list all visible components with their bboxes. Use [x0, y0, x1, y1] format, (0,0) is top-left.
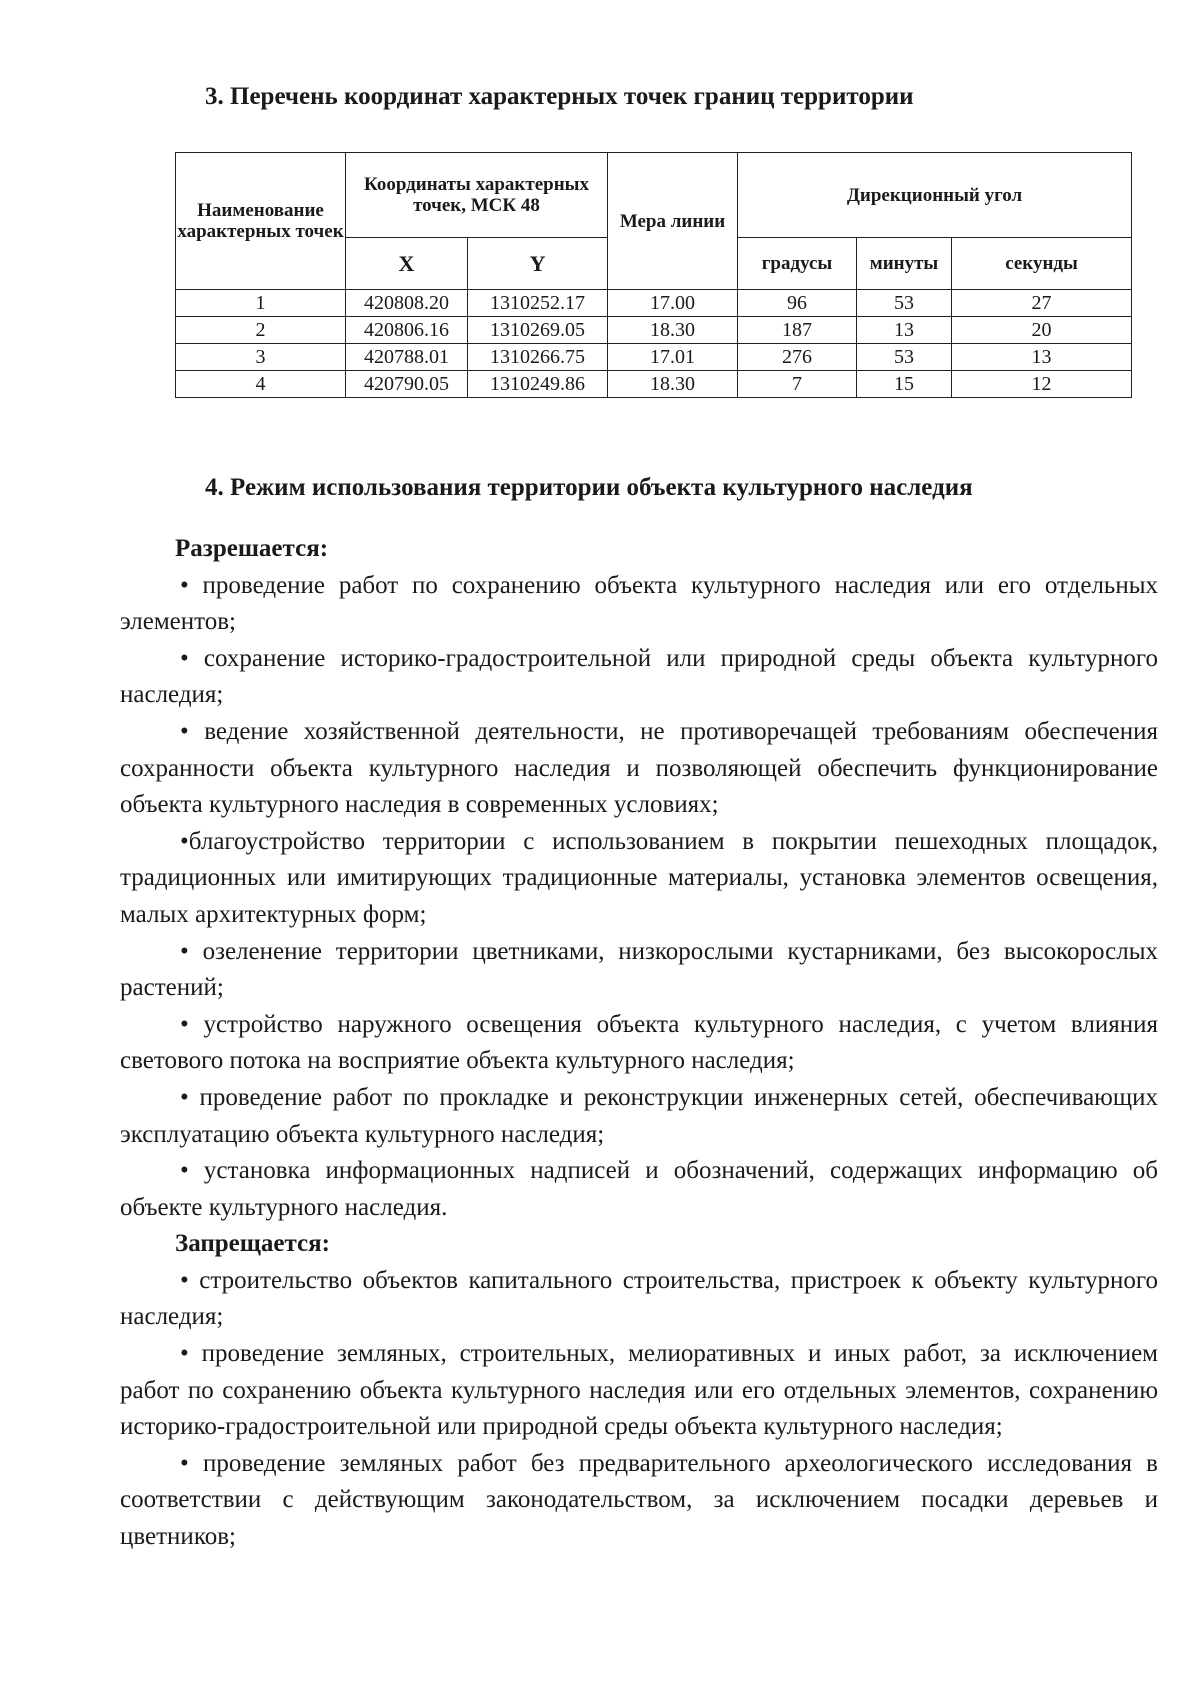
header-direction-angle: Дирекционный угол	[738, 153, 1132, 238]
header-seconds: секунды	[952, 238, 1132, 290]
table-cell-y: 1310266.75	[468, 344, 608, 371]
header-point-name: Наименование характерных точек	[176, 153, 346, 290]
table-cell-n: 2	[176, 317, 346, 344]
table-row	[176, 344, 1132, 371]
forbidden-heading: Запрещается:	[175, 1230, 331, 1258]
table-cell-n: 4	[176, 371, 346, 398]
table-cell-sec: 27	[952, 290, 1132, 317]
table-cell-deg: 187	[738, 317, 857, 344]
table-cell-sec: 12	[952, 371, 1132, 398]
list-item: • проведение работ по прокладке и реконструкции инженерных сетей, обеспечивающих эксплуатацию объекта культурного наследия;	[120, 1083, 1158, 1148]
header-degrees: градусы	[738, 238, 857, 290]
list-item: • установка информационных надписей и обозначений, содержащих информацию об объекте культурного наследия.	[120, 1157, 1158, 1221]
list-item: • сохранение историко-градостроительной или природной среды объекта культурного наследия;	[120, 644, 1158, 709]
header-minutes: минуты	[857, 238, 952, 290]
table-cell-x: 420788.01	[346, 344, 468, 371]
table-cell-deg: 7	[738, 371, 857, 398]
table-cell-min: 13	[857, 317, 952, 344]
table-cell-n: 1	[176, 290, 346, 317]
list-item: • проведение земляных работ без предварительного археологического исследования в соответствии с действующим законодательством, за исключением посадки деревьев и цветников;	[120, 1449, 1158, 1551]
list-item: • проведение работ по сохранению объекта культурного наследия или его отдельных элементов;	[120, 571, 1158, 636]
allowed-heading: Разрешается:	[175, 535, 329, 562]
list-item: • строительство объектов капитального строительства, пристроек к объекту культурного наследия;	[120, 1266, 1158, 1331]
table-cell-len: 17.01	[608, 344, 738, 371]
list-item: • озеленение территории цветниками, низкорослыми кустарниками, без высокорослых растений;	[120, 937, 1158, 1002]
section-4-title: 4. Режим использования территории объекта культурного наследия	[205, 474, 973, 501]
table-row	[176, 317, 1132, 344]
list-item: • устройство наружного освещения объекта культурного наследия, с учетом влияния светового потока на восприятие объекта культурного наследия;	[120, 1010, 1158, 1075]
forbidden-list	[120, 1263, 1158, 1556]
table-cell-sec: 13	[952, 344, 1132, 371]
table-row	[176, 371, 1132, 398]
allowed-list	[120, 568, 1158, 1227]
table-cell-min: 53	[857, 290, 952, 317]
section-3-title: 3. Перечень координат характерных точек границ территории	[205, 83, 914, 110]
table-cell-y: 1310269.05	[468, 317, 608, 344]
coordinates-table-body	[176, 290, 1132, 398]
header-line-length: Мера линии	[608, 153, 738, 290]
header-y: Y	[468, 238, 608, 290]
list-item: • проведение земляных, строительных, мелиоративных и иных работ, за исключением работ по сохранению объекта культурного наследия или его отдельных элементов, сохранению историко-градостроительной или природной среды объекта культурного наследия;	[120, 1340, 1158, 1441]
table-cell-x: 420806.16	[346, 317, 468, 344]
table-cell-deg: 276	[738, 344, 857, 371]
table-row	[176, 290, 1132, 317]
table-cell-len: 18.30	[608, 371, 738, 398]
table-cell-sec: 20	[952, 317, 1132, 344]
table-cell-deg: 96	[738, 290, 857, 317]
table-cell-n: 3	[176, 344, 346, 371]
header-coordinates: Координаты характерных точек, МСК 48	[346, 153, 608, 238]
list-item: • ведение хозяйственной деятельности, не противоречащей требованиям обеспечения сохранности объекта культурного наследия и позволяющей обеспечить функционирование объекта культурного наследия в современных условиях;	[120, 717, 1158, 819]
table-cell-y: 1310249.86	[468, 371, 608, 398]
table-cell-x: 420790.05	[346, 371, 468, 398]
list-item: •благоустройство территории с использованием в покрытии пешеходных площадок, традиционных или имитирующих традиционные материалы, установка элементов освещения, малых архитектурных форм;	[120, 827, 1158, 928]
table-cell-x: 420808.20	[346, 290, 468, 317]
table-cell-min: 15	[857, 371, 952, 398]
coordinates-table	[175, 152, 1132, 398]
table-cell-min: 53	[857, 344, 952, 371]
table-cell-y: 1310252.17	[468, 290, 608, 317]
usage-regime-text	[120, 531, 1158, 1556]
table-cell-len: 18.30	[608, 317, 738, 344]
table-cell-len: 17.00	[608, 290, 738, 317]
header-x: X	[346, 238, 468, 290]
